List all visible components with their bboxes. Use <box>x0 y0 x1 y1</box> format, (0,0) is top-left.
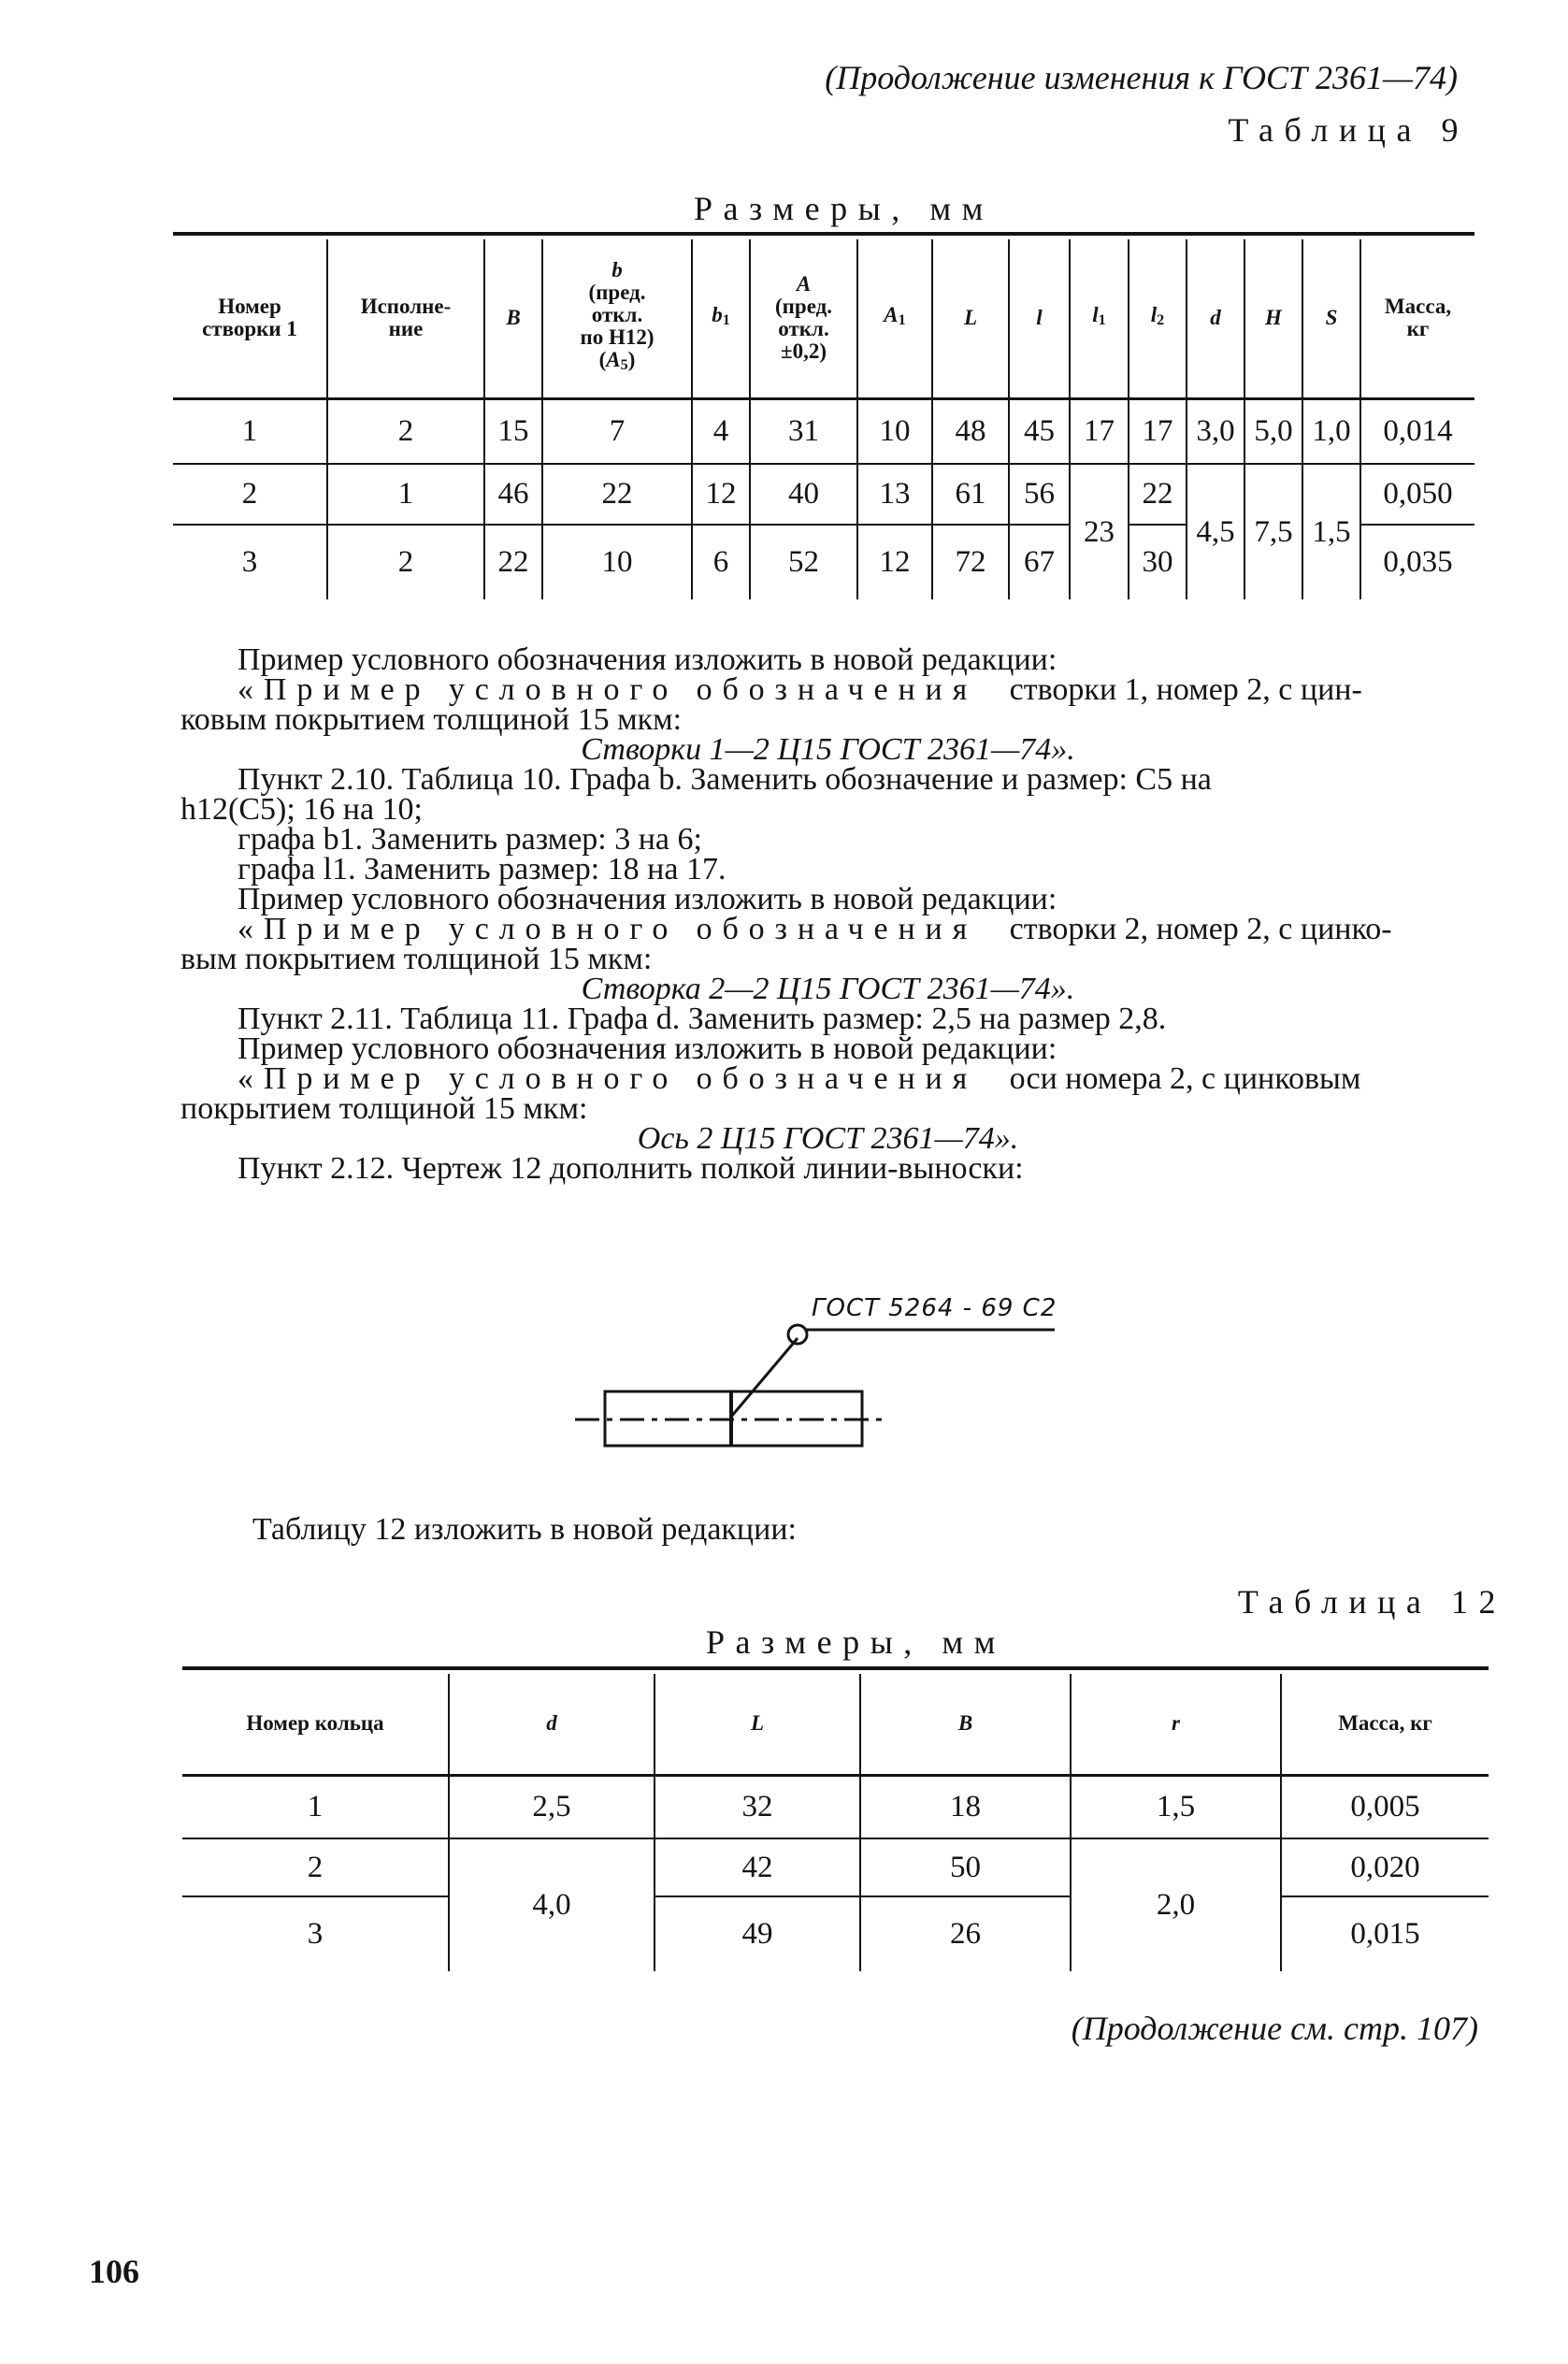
cell: 52 <box>750 525 857 599</box>
cell: 2 <box>182 1838 449 1896</box>
cell: 56 <box>1009 464 1070 525</box>
table12-units: Размеры, мм <box>706 1623 1006 1661</box>
cell: 2 <box>327 525 484 599</box>
cell: 15 <box>484 398 542 464</box>
cell: 50 <box>860 1838 1071 1896</box>
col-header-d-label: d <box>546 1711 557 1736</box>
col-header-r <box>1071 1674 1281 1775</box>
cell: 3 <box>241 545 258 579</box>
col-header-d <box>449 1674 655 1775</box>
table12-row <box>182 1775 1489 1838</box>
col-header-version: Исполне- ние <box>327 239 484 398</box>
text-fragment-spaced: «Пример условного обозначения <box>237 672 978 707</box>
cell: 12 <box>857 525 932 599</box>
col-header-leaf-number: Номер створки 1 <box>173 239 327 398</box>
text-fragment-spaced: «Пример условного обозначения <box>237 912 978 946</box>
text-line: h12(C5); 16 на 10; <box>180 792 424 827</box>
cell-merged: 2,0 <box>1071 1838 1281 1971</box>
cell-merged: 4,0 <box>449 1838 655 1971</box>
text-fragment: оси номера 2, с цинковым <box>1009 1061 1361 1096</box>
text-fragment-spaced: «Пример условного обозначения <box>237 1061 978 1096</box>
col-header-B-label: B <box>957 1711 973 1736</box>
cell: 67 <box>1009 525 1070 599</box>
text-line: Пункт 2.10. Таблица 10. Графа b. Заменить обозначение и размер: C5 на <box>237 762 1212 797</box>
table12-row <box>182 1838 1489 1896</box>
cell: 10 <box>857 398 932 464</box>
col-header-A1: A1 <box>857 239 932 398</box>
text-line: Пример условного обозначения изложить в новой редакции: <box>237 642 1057 677</box>
cell: 22 <box>1129 464 1187 525</box>
text-line: Пункт 2.11. Таблица 11. Графа d. Заменить размер: 2,5 на размер 2,8. <box>237 1002 1167 1036</box>
cell: 0,005 <box>1281 1775 1489 1838</box>
col-header-A: A (пред. откл. ±0,2) <box>750 239 857 398</box>
cell: 42 <box>655 1838 860 1896</box>
cell: 13 <box>857 464 932 525</box>
col-header-b1: b1 <box>692 239 750 398</box>
col-header-l2: l2 <box>1129 239 1187 398</box>
cell: 17 <box>1129 398 1187 464</box>
text-fragment: створки 2, номер 2, с цинко- <box>1009 912 1392 946</box>
col-header-mass: Масса, кг <box>1360 239 1474 398</box>
cell: 46 <box>484 464 542 525</box>
cell: 10 <box>542 525 692 599</box>
cell: 22 <box>542 464 692 525</box>
table9-caption: Таблица 9 <box>1228 111 1469 149</box>
col-header-b: b (пред. откл. по H12) (A5) <box>542 239 692 398</box>
text-line: Пример условного обозначения изложить в новой редакции: <box>237 882 1057 916</box>
designation-example: Ось 2 Ц15 ГОСТ 2361—74». <box>637 1121 1019 1156</box>
cell: 0,050 <box>1360 464 1474 525</box>
col-header-l: l <box>1009 239 1070 398</box>
col-header-d: d <box>1187 239 1244 398</box>
text-line: ковым покрытием толщиной 15 мкм: <box>180 702 683 737</box>
cell-merged: 4,5 <box>1187 464 1244 599</box>
cell: 32 <box>655 1775 860 1838</box>
text-line: покрытием толщиной 15 мкм: <box>180 1091 588 1126</box>
col-header-B: B <box>484 239 542 398</box>
cell: 2 <box>173 464 327 525</box>
col-header-B <box>860 1674 1071 1775</box>
cell: 61 <box>932 464 1009 525</box>
cell: 7 <box>542 398 692 464</box>
cell: 30 <box>1129 525 1187 599</box>
col-header-L <box>655 1674 860 1775</box>
cell: 4 <box>692 398 750 464</box>
cell: 0,035 <box>1360 525 1474 599</box>
cell: 45 <box>1009 398 1070 464</box>
col-header-mass: Масса, кг <box>1281 1674 1489 1775</box>
cell: 17 <box>1070 398 1129 464</box>
drawing-leader-line <box>731 1338 798 1417</box>
cell: 5,0 <box>1244 398 1302 464</box>
cell: 40 <box>750 464 857 525</box>
cell: 1,5 <box>1071 1775 1281 1838</box>
drawing-label: ГОСТ 5264 - 69 С2 <box>812 1294 1057 1322</box>
col-header-L-label: L <box>750 1711 765 1736</box>
cell-merged: 7,5 <box>1244 464 1302 599</box>
cell: 22 <box>484 525 542 599</box>
cell: 26 <box>860 1896 1071 1971</box>
continued-note: (Продолжение см. стр. 107) <box>1071 2010 1478 2047</box>
cell: 49 <box>655 1896 860 1971</box>
cell: 72 <box>932 525 1009 599</box>
text-line: графа b1. Заменить размер: 3 на 6; <box>237 822 702 857</box>
col-header-r-label: r <box>1172 1711 1180 1736</box>
cell: 1 <box>182 1775 449 1838</box>
table12-row <box>182 1896 1489 1971</box>
cell: 2,5 <box>449 1775 655 1838</box>
cell: 0,020 <box>1281 1838 1489 1896</box>
cell: 31 <box>750 398 857 464</box>
cell: 3 <box>307 1917 324 1951</box>
cell-merged: 23 <box>1070 464 1129 599</box>
text-line: вым покрытием толщиной 15 мкм: <box>180 942 653 976</box>
drawing-leader-circle <box>788 1325 807 1344</box>
table12-top-rule <box>182 1666 1489 1670</box>
cell-merged: 1,5 <box>1302 464 1360 599</box>
text-line: Пример условного обозначения изложить в новой редакции: <box>237 1031 1057 1066</box>
cell: 12 <box>692 464 750 525</box>
text-fragment: створки 1, номер 2, с цин- <box>1009 672 1362 707</box>
table12 <box>182 1674 1489 1971</box>
cell: 3,0 <box>1187 398 1244 464</box>
text-line: Пункт 2.12. Чертеж 12 дополнить полкой линии-выноски: <box>237 1151 1024 1186</box>
cell: 48 <box>932 398 1009 464</box>
cell: 18 <box>860 1775 1071 1838</box>
designation-example: Створка 2—2 Ц15 ГОСТ 2361—74». <box>581 972 1075 1006</box>
cell: 2 <box>327 398 484 464</box>
col-header-L: L <box>932 239 1009 398</box>
table12-caption: Таблица 12 <box>1237 1583 1506 1621</box>
cell: 1,0 <box>1302 398 1360 464</box>
col-header-H: H <box>1244 239 1302 398</box>
col-header-S: S <box>1302 239 1360 398</box>
text-line: графа l1. Заменить размер: 18 на 17. <box>237 852 726 886</box>
cell: 1 <box>327 464 484 525</box>
designation-example: Створки 1—2 Ц15 ГОСТ 2361—74». <box>581 732 1075 767</box>
col-header-ring-number: Номер кольца <box>182 1674 449 1775</box>
cell: 1 <box>173 398 327 464</box>
table9-units: Размеры, мм <box>694 190 994 227</box>
page-number: 106 <box>89 2253 139 2290</box>
cell: 0,014 <box>1360 398 1474 464</box>
cell: 6 <box>692 525 750 599</box>
continuation-note: (Продолжение изменения к ГОСТ 2361—74) <box>825 59 1458 96</box>
cell: 0,015 <box>1281 1896 1489 1971</box>
col-header-l1: l1 <box>1070 239 1129 398</box>
text-line: Таблицу 12 изложить в новой редакции: <box>252 1512 797 1547</box>
